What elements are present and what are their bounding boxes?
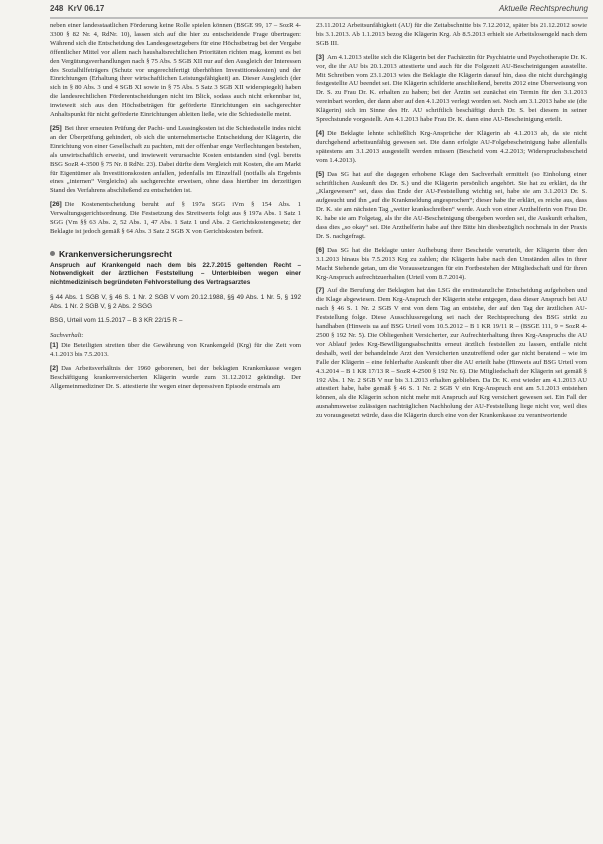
paragraph-text: Bei ihrer erneuten Prüfung der Pacht- und Leasingkosten ist die Schiedsstelle indes nicht an der Überprüfung gehindert, ob sich die unternehmerische Entscheidung der Klägerin, die Einrichtung von einer Gesellschaft zu pachten, mit der offenbar enge Verflechtungen bestehen, als unwirtschaftlich erweist, und inwieweit verursachte Kosten entstanden sind (vgl. bereits BSG SozR 4-3500 § 75 Nr. 8 RdNr. 23). Dabei dürfte dem Vergleich mit Kosten, die am Markt für Eigentümer als Investitionskosten anfallen, jedenfalls im Einzelfall (notfalls als Ergebnis eines „internen“ Vergleichs) als sachgerechte erweisen, ohne dass hierüber im derzeitigen Stand des Verfahrens abschließend zu entscheiden ist.	[50, 124, 301, 195]
paragraph-number: [4]	[316, 129, 325, 137]
fact-paragraph-6	[316, 247, 587, 283]
paragraph-number: [3]	[316, 53, 325, 61]
sachverhalt-label: Sachverhalt:	[50, 332, 84, 340]
fact-paragraph-5	[316, 171, 587, 242]
paragraph-number: [25]	[50, 124, 62, 132]
section-bullet-icon	[50, 251, 55, 256]
section-title: Krankenversicherungsrecht	[59, 248, 172, 259]
section-heading	[50, 249, 301, 259]
paragraph-text: Das SG hat die Beklagte unter Aufhebung ihrer Bescheide verurteilt, der Klägerin über den 3.1.2013 hinaus bis 7.5.2013 Krg zu zahlen; die Klägerin habe nach den Umständen alles in ihrer Macht Stehende getan, um die Voraussetzungen für ein Fortbestehen der Mitgliedschaft und für ihren Krg-Anspruch aufrechtzuerhalten (Urteil vom 8.7.2014).	[316, 246, 587, 281]
paragraph-number: [1]	[50, 342, 59, 350]
page-header	[50, 4, 588, 16]
paragraph-text: Am 4.1.2013 stellte sich die Klägerin bei der Fachärztin für Psychiatrie und Psychotherapie Dr. K. vor, die ihr AU bis 20.1.2013 attestierte und auch für die Folgezeit AU-Bescheinigungen ausstellte. Mit Schreiben vom 23.1.2013 wies die Beklagte die Klägerin darauf hin, dass die nicht durchgängig festgestellte AU beendet sei. Die Klägerin schilderte anschließend, bereits 2012 eine Überweisung von Dr. S. zu Frau Dr. K. erhalten zu haben; bei der Ärztin sei zunächst ein Termin für den 3.1.2013 vereinbart worden, der dann aber auf den 4.1.2013 verlegt worden sei. Noch am 3.1.2013 habe sie (die Klägerin) sich im Sinne des Hr. AU schriftlich beschäftigt durch Dr. S. bei diesem in seiner Sprechstunde vorgestellt. Am 4.1.2013 habe Frau Dr. K. dann eine AU-Bescheinigung erteilt.	[316, 53, 587, 124]
fact-paragraph-1	[50, 342, 301, 360]
court-citation: BSG, Urteil vom 11.5.2017 – B 3 KR 22/15 R –	[50, 317, 183, 325]
statute-references: § 44 Abs. 1 SGB V, § 46 S. 1 Nr. 2 SGB V vom 20.12.1988, §§ 49 Abs. 1 Nr. 5, § 192 Abs. 1 Nr. 2 SGB V, § 2 Abs. 2 SGG	[50, 293, 301, 310]
paragraph-number: [5]	[316, 170, 325, 178]
fact-paragraph-7	[316, 287, 587, 421]
paragraph-25	[50, 125, 301, 196]
left-column	[50, 22, 301, 397]
paragraph-text: Das SG hat auf die dagegen erhobene Klage den Sachverhalt ermittelt (so Einholung einer schriftlichen Auskunft des Dr. S.) und die Klägerin persönlich angehört. Sie hat zu erklärt, da ihr „Klargewesen“ sei, dass das Ende der AU-Feststellung wichtig sei, habe sie am 3.1.2013 Dr. S. aufgesucht und ihn „auf die Krankmeldung angesprochen“; dieser habe ihr erklärt, es reiche aus, dass Dr. K. sie am nächsten Tag „weiter krankschreiben“ werde. Auch von einer Arzthelferin von Frau Dr. K. habe sie am Folgetag, als ihr die AU-Bescheinigung übergeben worden sei, die Auskunft erhalten, dass dies „so okay“ sei. Die Arzthelferin habe auf ihre Bitte hin diesbezüglich nochmals in der Praxis Dr. S. nachgefragt.	[316, 170, 587, 240]
paragraph-26	[50, 201, 301, 237]
paragraph-text: Das Arbeitsverhältnis der 1960 geborenen, bei der beklagten Krankenkasse wegen Beschäftigung krankenversicherten Klägerin wurde zum 31.12.2012 gekündigt. Der Allgemeinmediziner Dr. S. attestierte ihr wegen einer depressiven Episode erstmals am	[50, 365, 301, 390]
fact-paragraph-4	[316, 130, 587, 166]
fact-paragraph-3	[316, 54, 587, 125]
right-column	[316, 22, 587, 426]
running-title: Aktuelle Rechtsprechung	[499, 4, 588, 13]
leitsatz: Anspruch auf Krankengeld nach dem bis 22.7.2015 geltenden Recht – Notwendigkeit der ärztlichen Feststellung – Unterbleiben wegen einer nichtmedizinisch begründeten Fehlvorstellung des Vertragsarztes	[50, 261, 301, 287]
page-number-value: 248	[50, 4, 64, 13]
paragraph-number: [2]	[50, 365, 59, 373]
fact-paragraph-2	[50, 365, 301, 392]
paragraph-text: Die Kostenentscheidung beruht auf § 197a SGG iVm § 154 Abs. 1 Verwaltungsgerichtsordnung. Die Festsetzung des Streitwerts folgt aus § 197a Abs. 1 Satz 1 SGG (Vm §§ 63 Abs. 2, 52 Abs. 1, 47 Abs. 1 Satz 1 und Abs. 2 Gerichtskostengesetz; der Beklagte ist jedoch gemäß § 64 Abs. 3 Satz 2 SGB X von Gerichtskosten befreit.	[50, 201, 301, 235]
journal-name: KrV 06.17	[67, 4, 105, 13]
paragraph-text: Auf die Berufung der Beklagten hat das LSG die erstinstanzliche Entscheidung aufgehoben und die Klage abgewiesen. Dem Krg-Anspruch der Klägerin stehe entgegen, dass dieser Anspruch bei AU nach § 46 S. 1 Nr. 2 SGB V erst von dem Tag an entstehe, der auf den Tag der ärztlichen AU-Feststellung folge. Diese Ausschlussregelung sei nach der Rechtsprechung des BSG strikt zu handhaben (Hinweis ua auf BSG Urteil vom 10.5.2012 – B 1 KR 19/11 R – (BSGE 111, 9 = SozR 4-2500 § 192 Nr. 5). Die Obliegenheit Versicherter, zur Aufrechterhaltung ihres Krg-Anspruchs die AU vor Ablauf jedes Krg-Bewilligungsabschnitts erneut ärztlich feststellen zu lassen, entfalle nicht deshalb, weil der behandelnde Arzt den Versicherten unzutreffend oder gar nicht beratend – wie im Falle der Klägerin – eine fehlerhafte Auskunft über die AU erteilt habe (Hinweis auf BSG Urteil vom 4.3.2014 – B 1 KR 17/13 R – SozR 4-2500 § 192 Nr. 6). Die Mitgliedschaft der Klägerin sei gemäß § 192 Abs. 1 Nr. 2 SGB V nur bis 3.1.2013 erhalten geblieben. Da Dr. K. erst wieder am 4.1.2013 AU attestiert habe, habe gemäß § 46 S. 1 Nr. 2 SGB V ein Krg-Anspruch erst am 5.1.2013 entstehen können, als die Klägerin schon nicht mehr mit Anspruch auf Krg versichert gewesen sei. Ein Fall der ausnahmsweise zulässigen nachträglichen Nachholung der AU-Feststellung liege nicht vor, weil dies zu vorausgesetzt würde, dass die Klägerin durch eine von der Krankenkasse zu verantwortende	[316, 287, 587, 420]
paragraph-number: [6]	[316, 246, 325, 254]
paragraph-number: [26]	[50, 201, 62, 209]
left-intro-paragraph: neben einer landesstaatlichen Förderung keine Rolle spielen können (BSGE 99, 17 – SozR 4-3300 § 82 Nr. 4, RdNr. 10), lassen sich auf die hier zu entscheidende Frage übertragen: Während sich die Entscheidung des Landesgesetzgebers für eine Höchstbetrag bei der Vergabe öffentlicher Mittel vor allem nach haushaltsrechtlichen Prioritäten richten mag, kommt es bei den Vergütungsverhandlungen nach § 75 Abs. 5 SGB XII nur auf den Ausgleich der Interessen des Sozialhilfeträgers (Schutz vor ungerechtfertigt überhöhten Investitionskosten) und der Einrichtungen (Erhaltung ihrer wirtschaftlichen Leistungsfähigkeit) an. Dieser Ausgleich (der sich in § 80 Abs. 3 und 4 SGB XI sowie in § 75 Abs. 5 Satz 3 SGB XII widerspiegelt) haben die landesrechtlichen Förderentscheidungen nicht im Blick, sodass auch nicht erkennbar ist, inwieweit sich aus den Höchstbeträgen für geförderte Einrichtungen ein sachgerechter Anhaltspunkt für nicht geförderte Einrichtungen ableiten ließe, wie die Schiedsstelle meint.	[50, 22, 301, 119]
page-number	[50, 4, 104, 13]
paragraph-text: Die Beklagte lehnte schließlich Krg-Ansprüche der Klägerin ab 4.1.2013 ab, da sie nicht durchgehend arbeitsunfähig gewesen sei. Die dann erfolgte AU-Folgebescheinigung habe allenfalls spätestens am 3.1.2013 ausgestellt werden müssen (Bescheid vom 4.2.2013; Widerspruchsbescheid vom 1.4.2013).	[316, 129, 587, 164]
right-intro-paragraph: 23.11.2012 Arbeitsunfähigkeit (AU) für die Zeitabschnitte bis 7.12.2012, später bis 21.12.2012 sowie bis 3.1.2013. Ab 1.1.2013 bezog die Klägerin Krg. Ab 8.5.2013 erhielt sie Arbeitslosengeld nach dem SGB III.	[316, 22, 587, 47]
paragraph-text: Die Beteiligten streiten über die Gewährung von Krankengeld (Krg) für die Zeit vom 4.1.2013 bis 7.5.2013.	[50, 342, 301, 359]
header-rule	[50, 17, 588, 19]
paragraph-number: [7]	[316, 287, 325, 295]
